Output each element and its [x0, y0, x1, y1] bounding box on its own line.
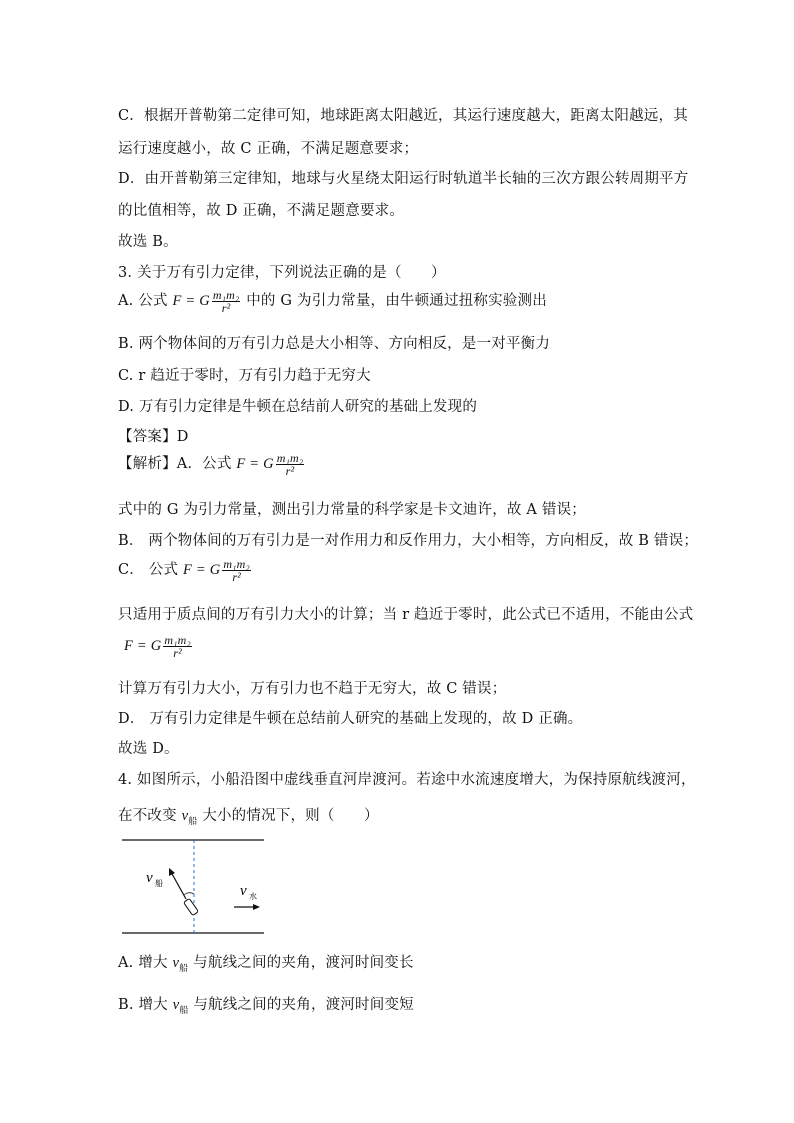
gravity-formula: F = G $\frac{\text{m₁m₂}}{\text{r²}}$ — [183, 557, 250, 585]
analysis-b: B． 两个物体间的万有引力是一对作用力和反作用力，大小相等，方向相反，故 B 错误； — [118, 533, 699, 549]
boat-icon — [184, 898, 199, 915]
analysis-d: D． 万有引力定律是牛顿在总结前人研究的基础上发现的，故 D 正确。 — [118, 711, 583, 727]
q4-stem-line-2: 在不改变 $v_船$ 大小的情况下，则（ ） — [118, 808, 379, 827]
c-explain-line-1: C．根据开普勒第二定律可知，地球距离太阳越近，其运行速度越大，距离太阳越远，其 — [118, 108, 688, 124]
analysis-c-calc: 计算万有引力大小，万有引力也不趋于无穷大，故 C 错误； — [118, 681, 507, 697]
c-explain-line-2: 运行速度越小，故 C 正确，不满足题意要求； — [118, 141, 419, 157]
analysis-c: 只适用于质点间的万有引力大小的计算；当 r 趋近于零时，此公式已不适用，不能由公式 — [118, 607, 694, 623]
q3-option-d: D. 万有引力定律是牛顿在总结前人研究的基础上发现的 — [118, 399, 478, 415]
choose-b: 故选 B。 — [118, 234, 178, 250]
boat-velocity-label: v — [146, 870, 153, 886]
q4-stem-line-1: 4. 如图所示，小船沿图中虚线垂直河岸渡河。若途中水流速度增大，为保持原航线渡河， — [118, 772, 696, 788]
d-explain-line-2: 的比值相等，故 D 正确，不满足题意要求。 — [118, 203, 405, 219]
choose-d: 故选 D。 — [118, 741, 179, 757]
answer-label: 【答案】D — [118, 429, 189, 445]
d-explain-line-1: D．由开普勒第三定律知，地球与火星绕太阳运行时轨道半长轴的三次方跟公转周期平方 — [118, 171, 689, 187]
analysis-c-formula-standalone — [124, 634, 194, 659]
svg-text:船: 船 — [155, 879, 163, 888]
river-crossing-diagram — [118, 836, 278, 938]
water-velocity-label: v — [240, 883, 247, 899]
q4-option-a: A. 增大 $v_船$ 与航线之间的夹角，渡河时间变长 — [118, 955, 414, 974]
gravity-formula: F = G $\frac{\text{m₁m₂}}{\text{r²}}$ — [236, 451, 304, 479]
gravity-formula: F = G $\frac{\text{m₁m₂}}{\text{r²}}$ — [172, 288, 240, 316]
analysis-a: 式中的 G 为引力常量，测出引力常量的科学家是卡文迪许，故 A 错误； — [118, 502, 586, 518]
analysis-c-formula-line: C． 公式 F = G $\frac{\text{m₁m₂}}{\text{r²}}$ — [118, 558, 253, 583]
gravity-formula: F = G $\frac{\text{m₁m₂}}{\text{r²}}$ — [124, 633, 191, 660]
q3-stem: 3. 关于万有引力定律，下列说法正确的是（ ） — [118, 265, 446, 281]
q4-option-b: B. 增大 $v_船$ 与航线之间的夹角，渡河时间变短 — [118, 997, 414, 1016]
analysis-a-formula-line: 【解析】A．公式 F = G $\frac{\text{m₁m₂}}{\text{r²}}$ — [118, 452, 306, 477]
boat-velocity-arrow — [171, 872, 186, 899]
q3-option-c: C. r 趋近于零时，万有引力趋于无穷大 — [118, 368, 371, 384]
q3-option-a: A. 公式 F = G $\frac{\text{m₁m₂}}{\text{r²}}$ 中的 G 为引力常量，由牛顿通过扭称实验测出 — [118, 288, 547, 316]
q3-option-b: B. 两个物体间的万有引力总是大小相等、方向相反，是一对平衡力 — [118, 336, 551, 352]
svg-text:水: 水 — [249, 892, 257, 901]
